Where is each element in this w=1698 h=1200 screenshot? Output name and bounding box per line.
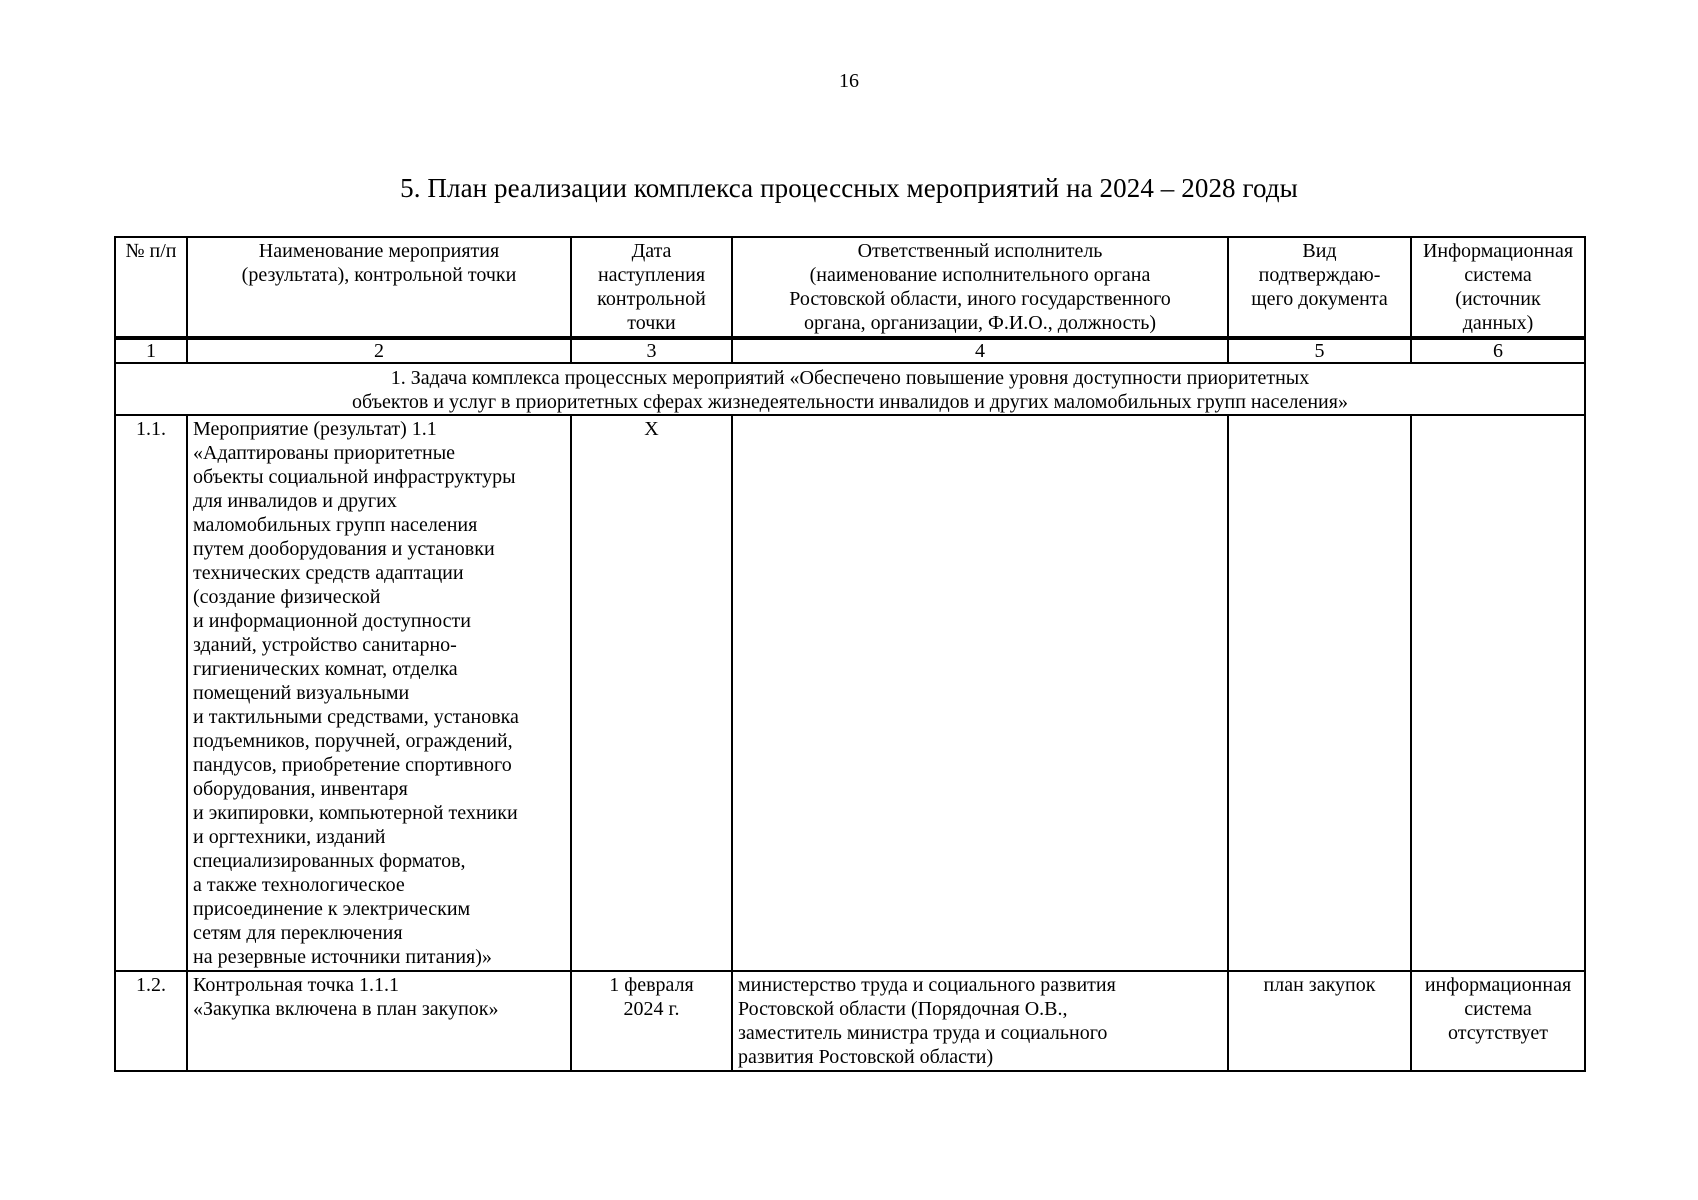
- header-cell-executor: [732, 237, 1228, 338]
- text-line: X: [644, 418, 659, 440]
- info-system-cell: [1411, 971, 1585, 1071]
- text-line: Ростовской области, иного государственного: [789, 288, 1171, 310]
- text-line: помещений визуальными: [193, 682, 410, 704]
- text-line: система: [1464, 264, 1532, 286]
- text-line: Наименование мероприятия: [258, 240, 500, 262]
- text-line: Контрольная точка 1.1.1: [193, 974, 399, 996]
- text-line: присоединение к электрическим: [193, 898, 471, 920]
- text-line: Дата: [631, 240, 672, 262]
- task-row: [115, 363, 1585, 415]
- text-line: подтверждаю-: [1258, 264, 1381, 286]
- text-line: Вид: [1302, 240, 1337, 262]
- text-line: Ответственный исполнитель: [857, 240, 1103, 262]
- text-line: информационная: [1424, 974, 1572, 996]
- text-line: и экипировки, компьютерной техники: [193, 802, 518, 824]
- text-line: развития Ростовской области): [738, 1046, 994, 1068]
- text-line: министерство труда и социального развития: [738, 974, 1116, 996]
- row-number: 1.1.: [115, 415, 187, 971]
- task-title-cell: [115, 363, 1585, 415]
- text-line: и тактильными средствами, установка: [193, 706, 519, 728]
- document-type-cell: [1228, 415, 1411, 971]
- table-row: [115, 415, 1585, 971]
- page-number: 16: [839, 70, 859, 92]
- text-line: (источник: [1455, 288, 1541, 310]
- text-line: точки: [627, 312, 676, 334]
- text-line: контрольной: [597, 288, 706, 310]
- column-number: 1: [115, 338, 187, 363]
- text-line: 2024 г.: [623, 998, 680, 1020]
- text-line: объекты социальной инфраструктуры: [193, 466, 516, 488]
- document-title: 5. План реализации комплекса процессных мероприятий на 2024 – 2028 годы: [400, 173, 1298, 203]
- header-cell-number: [115, 237, 187, 338]
- text-line: заместитель министра труда и социального: [738, 1022, 1108, 1044]
- text-line: «Адаптированы приоритетные: [193, 442, 456, 464]
- info-system-cell: [1411, 415, 1585, 971]
- text-line: и оргтехники, изданий: [193, 826, 386, 848]
- text-line: 1. Задача комплекса процессных мероприятий «Обеспечено повышение уровня доступности приоритетных: [390, 367, 1310, 389]
- text-line: Ростовской области (Порядочная О.В.,: [738, 998, 1068, 1020]
- header-cell-name: [187, 237, 571, 338]
- text-line: Информационная: [1422, 240, 1574, 262]
- executor-cell: [732, 971, 1228, 1071]
- text-line: сетям для переключения: [193, 922, 403, 944]
- control-date-cell: [571, 415, 732, 971]
- text-line: план закупок: [1263, 974, 1376, 996]
- table-row: [115, 971, 1585, 1071]
- text-line: наступления: [597, 264, 706, 286]
- column-number: 3: [571, 338, 732, 363]
- text-line: на резервные источники питания)»: [193, 946, 492, 968]
- text-line: (наименование исполнительного органа: [809, 264, 1151, 286]
- text-line: система: [1464, 998, 1532, 1020]
- text-line: (результата), контрольной точки: [241, 264, 517, 286]
- column-number: 4: [732, 338, 1228, 363]
- column-numbers-row: [115, 338, 1585, 363]
- text-line: 1 февраля: [609, 974, 694, 996]
- text-line: объектов и услуг в приоритетных сферах жизнедеятельности инвалидов и других маломобильных групп населения»: [352, 391, 1348, 413]
- executor-cell: [732, 415, 1228, 971]
- column-number: 5: [1228, 338, 1411, 363]
- text-line: маломобильных групп населения: [193, 514, 478, 536]
- header-cell-info-system: [1411, 237, 1585, 338]
- implementation-plan-table: [114, 236, 1586, 1072]
- text-line: отсутствует: [1447, 1022, 1549, 1044]
- header-row: [115, 237, 1585, 338]
- row-number: 1.2.: [115, 971, 187, 1071]
- text-line: специализированных форматов,: [193, 850, 466, 872]
- column-number: 6: [1411, 338, 1585, 363]
- text-line: (создание физической: [193, 586, 381, 608]
- activity-name-cell: [187, 415, 571, 971]
- text-line: для инвалидов и других: [193, 490, 397, 512]
- text-line: пандусов, приобретение спортивного: [193, 754, 512, 776]
- text-line: органа, организации, Ф.И.О., должность): [803, 312, 1157, 334]
- column-number: 2: [187, 338, 571, 363]
- text-line: подъемников, поручней, ограждений,: [193, 730, 513, 752]
- activity-name-cell: [187, 971, 571, 1071]
- text-line: оборудования, инвентаря: [193, 778, 408, 800]
- text-line: а также технологическое: [193, 874, 405, 896]
- text-line: Мероприятие (результат) 1.1: [193, 418, 437, 440]
- text-line: гигиенических комнат, отделка: [193, 658, 458, 680]
- header-cell-document: [1228, 237, 1411, 338]
- control-date-cell: [571, 971, 732, 1071]
- text-line: технических средств адаптации: [193, 562, 464, 584]
- text-line: № п/п: [125, 240, 177, 262]
- text-line: путем дооборудования и установки: [193, 538, 495, 560]
- text-line: щего документа: [1251, 288, 1388, 310]
- header-cell-date: [571, 237, 732, 338]
- text-line: «Закупка включена в план закупок»: [193, 998, 499, 1020]
- text-line: данных): [1462, 312, 1534, 334]
- text-line: зданий, устройство санитарно-: [193, 634, 457, 656]
- text-line: и информационной доступности: [193, 610, 471, 632]
- document-type-cell: [1228, 971, 1411, 1071]
